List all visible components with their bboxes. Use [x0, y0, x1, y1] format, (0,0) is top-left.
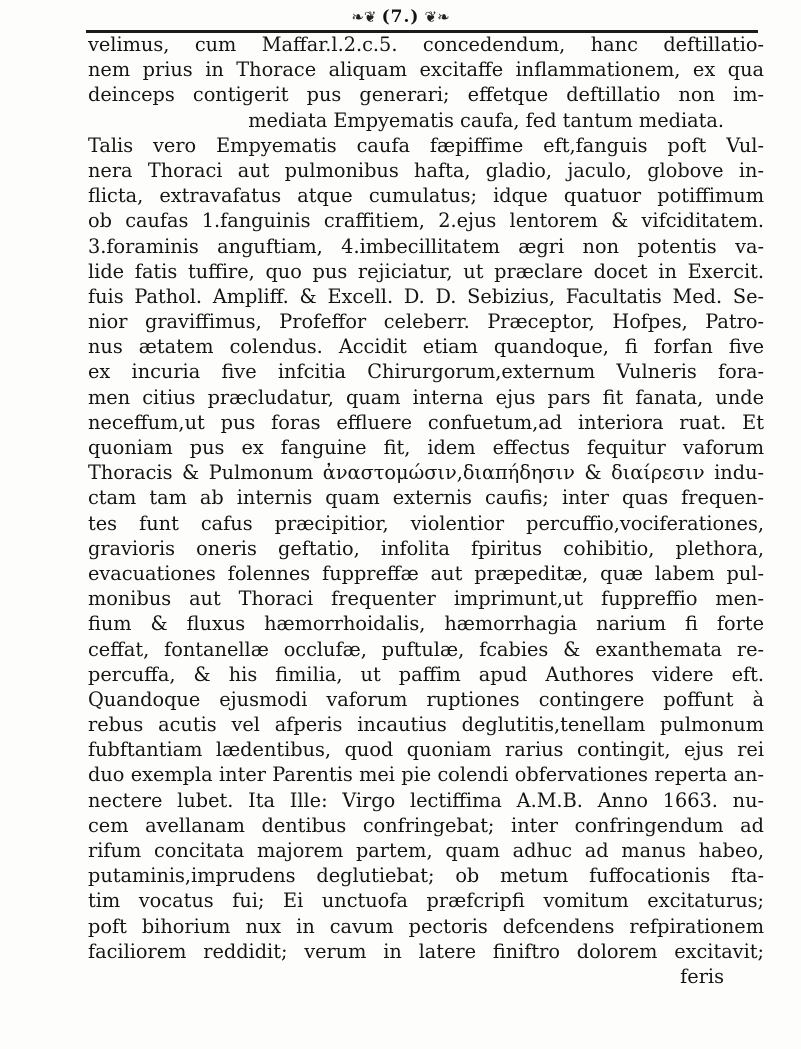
body-text [88, 32, 764, 989]
text-line: gravioris oneris geftatio, infolita fpiritus cohibitio, plethora, [88, 536, 764, 560]
catchword: feris [680, 964, 724, 988]
text-line: deinceps contigerit pus generari; effetque deftillatio non im- [88, 83, 764, 107]
text-line: ex incuria five infcitia Chirurgorum,externum Vulneris fora- [88, 360, 764, 384]
text-line: poft bihorium nux in cavum pectoris defcendens refpirationem [88, 914, 764, 938]
text-line: cem avellanam dentibus confringebat; inter confringendum ad [88, 813, 764, 837]
text-line: fuis Pathol. Ampliff. & Excell. D. D. Sebizius, Facultatis Med. Se- [88, 284, 764, 308]
text-line: ctam tam ab internis quam externis caufis; inter quas frequen- [88, 486, 764, 510]
ornament-left-icon: ❧❦ [351, 8, 377, 26]
text-line: nus ætatem colendus. Accidit etiam quandoque, fi forfan five [88, 335, 764, 359]
text-line: tim vocatus fui; Ei unctuofa præfcripfi vomitum excitaturus; [88, 889, 764, 913]
text-line: fubftantiam lædentibus, quod quoniam rarius contingit, ejus rei [88, 738, 764, 762]
text-line: evacuationes folennes fuppreffæ aut præpeditæ, quæ labem pul- [88, 561, 764, 585]
text-line: percuffa, & his fimilia, ut paffim apud Authores videre eft. [88, 662, 764, 686]
text-line: nior graviffimus, Profeffor celeberr. Præceptor, Hofpes, Patro- [88, 310, 764, 334]
text-line: 3.foraminis anguftiam, 4.imbecillitatem ægri non potentis va- [88, 234, 764, 258]
text-line: Quandoque ejusmodi vaforum ruptiones contingere poffunt à [88, 687, 764, 711]
text-line: quoniam pus ex fanguine fit, idem effectus fequitur vaforum [88, 436, 764, 459]
text-line: ceffat, fontanellæ occlufæ, puftulæ, fcabies & exanthemata re- [88, 637, 764, 661]
text-line: faciliorem reddidit; verum in latere finiftro dolorem excitavit; [88, 939, 764, 963]
text-line: nectere lubet. Ita Ille: Virgo lectiffima A.M.B. Anno 1663. nu- [88, 788, 764, 812]
text-line: velimus, cum Maffar.l.2.c.5. concedendum, hanc deftillatio- [88, 33, 764, 56]
text-line: lide fatis tuffire, quo pus rejiciatur, ut præclare docet in Exercit. [88, 259, 764, 283]
text-line: Thoracis & Pulmonum ἀναστομώσιν,διαπήδησιν & διαίρεσιν indu- [88, 461, 764, 485]
text-line: duo exempla inter Parentis mei pie colendi obfervationes reperta an- [88, 763, 764, 787]
text-line: mediata Empyematis caufa, fed tantum mediata. [248, 108, 724, 132]
text-line: nem prius in Thorace aliquam excitaffe inflammationem, ex qua [88, 58, 764, 82]
text-line: tes funt cafus præcipitior, violentior percuffio,vociferationes, [88, 511, 764, 535]
text-line: monibus aut Thoraci frequenter imprimunt,ut fuppreffio men- [88, 587, 764, 611]
text-line: rebus acutis vel afperis incautius deglutitis,tenellam pulmonum [88, 713, 764, 737]
text-line: nera Thoraci aut pulmonibus hafta, gladio, jaculo, globove in- [88, 158, 764, 182]
text-line: Talis vero Empyematis caufa fæpiffime eft,fanguis poft Vul- [88, 133, 764, 157]
text-line: neceffum,ut pus foras effluere confuetum,ad interiora ruat. Et [88, 410, 764, 434]
text-line: men citius præcludatur, quam interna ejus pars fit fanata, unde [88, 385, 764, 409]
text-line: ob caufas 1.fanguinis craffitiem, 2.ejus lentorem & vifciditatem. [88, 209, 764, 233]
text-line: putaminis,imprudens deglutiebat; ob metum fuffocationis fta- [88, 864, 764, 888]
ornament-right-icon: ❦❧ [424, 8, 450, 26]
text-line: flicta, extravafatus atque cumulatus; idque quatuor potiffimum [88, 184, 764, 208]
text-line: fium & fluxus hæmorrhoidalis, hæmorrhagia narium fi forte [88, 612, 764, 636]
text-line: rifum concitata majorem partem, quam adhuc ad manus habeo, [88, 839, 764, 862]
page-number: (7.) [381, 7, 420, 27]
page-header [0, 2, 801, 32]
